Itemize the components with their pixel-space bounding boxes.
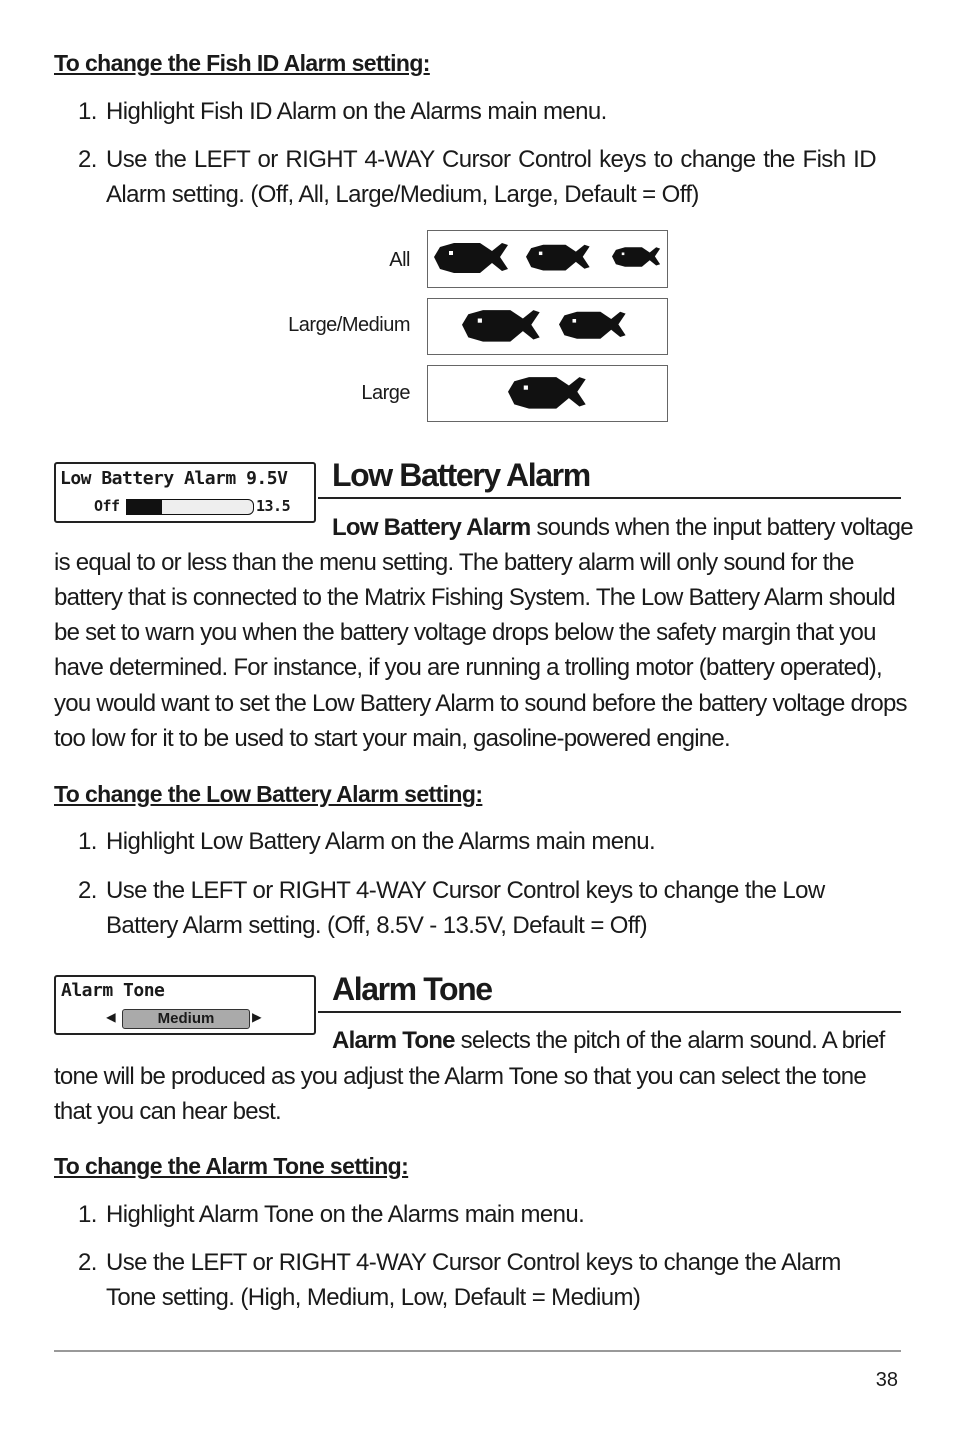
low-battery-menu-title: Low Battery Alarm 9.5V	[60, 468, 288, 489]
fish-icon	[612, 247, 660, 266]
fish-row-large-medium	[428, 299, 667, 354]
fish-icon	[526, 245, 590, 271]
fish-option-all	[427, 230, 668, 288]
step-text: Highlight Fish ID Alarm on the Alarms main menu.	[106, 98, 607, 125]
fish-icon	[508, 377, 586, 409]
step-text: Use the LEFT or RIGHT 4-WAY Cursor Control keys to change the Low Battery Alarm setting. (Off, 8.5V - 13.5V, Default = Off)	[106, 877, 825, 939]
step-number: 2.	[78, 877, 97, 904]
step-text: Highlight Low Battery Alarm on the Alarms main menu.	[106, 828, 656, 855]
low-battery-menu-widget[interactable]	[54, 462, 316, 523]
fish-icon	[462, 310, 540, 342]
step-text: Use the LEFT or RIGHT 4-WAY Cursor Control keys to change the Alarm Tone setting. (High, Medium, Low, Default = Medium)	[106, 1249, 841, 1311]
fish-option-label-large-medium: Large/Medium	[288, 314, 410, 336]
fish-id-subheading: To change the Fish ID Alarm setting:	[54, 50, 430, 76]
alarm-tone-subheading: To change the Alarm Tone setting:	[54, 1153, 409, 1179]
alarm-tone-title-rule	[318, 1011, 901, 1013]
step-number: 1.	[78, 98, 97, 125]
low-battery-para-bold: Low Battery Alarm	[332, 514, 531, 541]
low-battery-para-line-1: Low Battery Alarm sounds when the input battery voltage	[332, 514, 913, 541]
fish-option-label-large: Large	[361, 382, 410, 404]
low-battery-slider-fill	[127, 500, 162, 514]
low-battery-para-line-6: you would want to set the Low Battery Alarm to sound before the battery voltage drops	[54, 690, 907, 717]
left-arrow-icon[interactable]: ◀	[106, 1007, 116, 1026]
low-battery-menu-min: Off	[94, 497, 120, 515]
fish-icon	[559, 312, 626, 339]
footer-rule	[54, 1350, 901, 1352]
low-battery-para-line-5: have determined. For instance, if you are running a trolling motor (battery operated),	[54, 654, 882, 681]
alarm-tone-para-bold: Alarm Tone	[332, 1027, 455, 1054]
fish-row-large	[428, 366, 667, 421]
step-number: 2.	[78, 146, 97, 173]
alarm-tone-title: Alarm Tone	[332, 971, 492, 1007]
low-battery-slider[interactable]	[126, 499, 254, 515]
low-battery-title: Low Battery Alarm	[332, 457, 590, 493]
alarm-tone-menu-widget[interactable]	[54, 975, 316, 1035]
page-number: 38	[875, 1369, 898, 1391]
alarm-tone-para-line-3: that you can hear best.	[54, 1098, 281, 1125]
right-arrow-icon[interactable]: ▶	[252, 1007, 262, 1026]
step-text: Highlight Alarm Tone on the Alarms main menu.	[106, 1201, 585, 1228]
step-text: Use the LEFT or RIGHT 4-WAY Cursor Control keys to change the Fish ID Alarm setting. (Off, All, Large/Medium, Large, Default = Off)	[106, 146, 876, 208]
low-battery-para-line-3: battery that is connected to the Matrix Fishing System. The Low Battery Alarm should	[54, 584, 895, 611]
fish-option-large-medium	[427, 298, 668, 355]
low-battery-para-line-4: be set to warn you when the battery voltage drops below the safety margin that you	[54, 619, 876, 646]
low-battery-title-rule	[318, 497, 901, 499]
step-number: 2.	[78, 1249, 97, 1276]
fish-row-all	[428, 231, 667, 287]
alarm-tone-menu-title: Alarm Tone	[61, 980, 165, 1001]
fish-icon	[434, 243, 508, 273]
alarm-tone-value[interactable]: Medium	[122, 1009, 250, 1029]
alarm-tone-para-line-1: Alarm Tone selects the pitch of the alarm sound. A brief	[332, 1027, 885, 1054]
step-number: 1.	[78, 828, 97, 855]
alarm-tone-para-line-2: tone will be produced as you adjust the Alarm Tone so that you can select the tone	[54, 1063, 866, 1090]
low-battery-para-line-7: too low for it to be used to start your main, gasoline-powered engine.	[54, 725, 730, 752]
step-number: 1.	[78, 1201, 97, 1228]
fish-option-label-all: All	[389, 249, 410, 271]
low-battery-subheading: To change the Low Battery Alarm setting:	[54, 781, 483, 807]
low-battery-para-line-2: is equal to or less than the menu setting. The battery alarm will only sound for the	[54, 549, 854, 576]
low-battery-menu-max: 13.5	[256, 497, 291, 515]
fish-option-large	[427, 365, 668, 422]
